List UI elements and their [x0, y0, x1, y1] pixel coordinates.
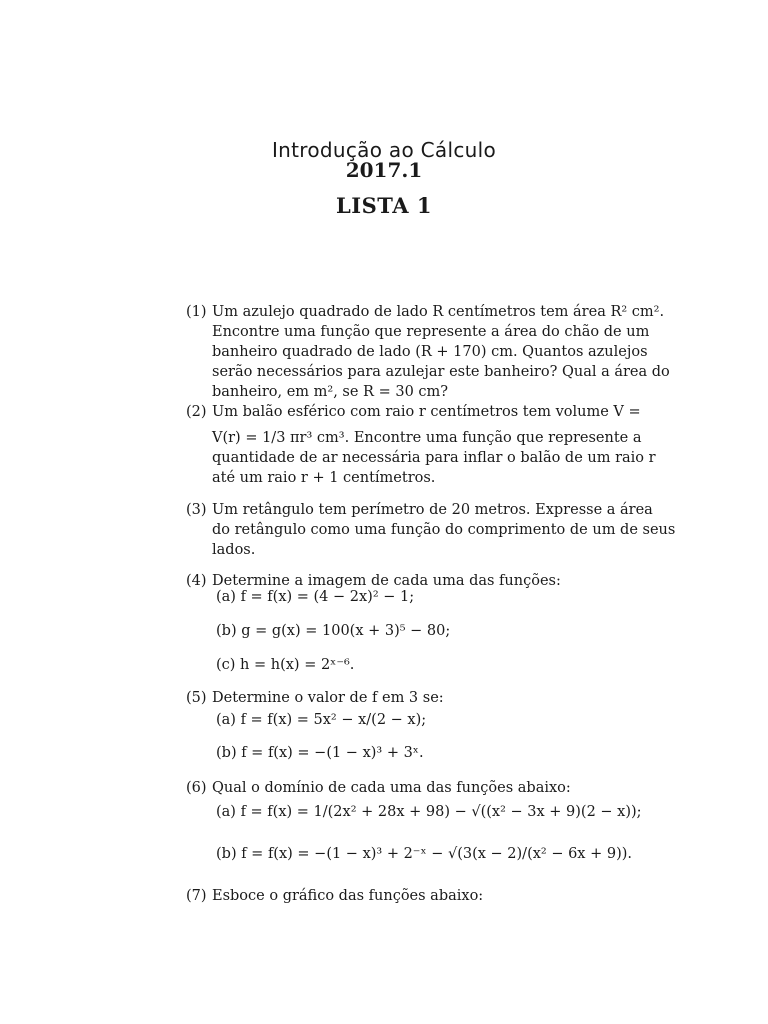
- subitem-b: (b) f = f(x) = −(1 − x)³ + 3ˣ.: [216, 745, 424, 761]
- problem-text: [212, 500, 676, 560]
- problem-line: V(r) = 1/3 πr³ cm³. Encontre uma função que represente a: [212, 430, 642, 446]
- problem-number: (6): [186, 780, 207, 796]
- problem-line: lados.: [212, 542, 256, 558]
- problem-number: (2): [186, 404, 207, 420]
- problem-line: banheiro quadrado de lado (R + 170) cm. Quantos azulejos: [212, 344, 648, 360]
- problem-line: Esboce o gráfico das funções abaixo:: [212, 888, 484, 904]
- problem-number: (4): [186, 573, 207, 589]
- problem-line: Determine o valor de f em 3 se:: [212, 690, 444, 706]
- problem-line: Qual o domínio de cada uma das funções abaixo:: [212, 780, 571, 796]
- subitem-b: (b) g = g(x) = 100(x + 3)⁵ − 80;: [216, 623, 451, 639]
- problem-text: [212, 302, 670, 402]
- subitem-a: (a) f = f(x) = 5x² − x/(2 − x);: [216, 712, 427, 728]
- subitem-b: (b) f = f(x) = −(1 − x)³ + 2⁻ˣ − √(3(x − 2)/(x² − 6x + 9)).: [216, 846, 632, 862]
- problem-number: (5): [186, 690, 207, 706]
- list-title: LISTA 1: [336, 193, 432, 218]
- problem-line: Um retângulo tem perímetro de 20 metros. Expresse a área: [212, 502, 653, 518]
- problem-line: Um balão esférico com raio r centímetros tem volume V =: [212, 404, 641, 420]
- problem-text: [212, 886, 622, 906]
- course-title: Introdução ao Cálculo: [271, 138, 497, 162]
- course-year: 2017.1: [345, 158, 423, 182]
- problem-line: banheiro, em m², se R = 30 cm?: [212, 384, 449, 400]
- problem-line: Um azulejo quadrado de lado R centímetros tem área R² cm².: [212, 304, 665, 320]
- problem-number: (7): [186, 888, 207, 904]
- problem-line: quantidade de ar necessária para inflar o balão de um raio r: [212, 450, 656, 466]
- subitem-c: (c) h = h(x) = 2ˣ⁻⁶.: [216, 657, 355, 673]
- subitem-a: (a) f = f(x) = 1/(2x² + 28x + 98) − √((x² − 3x + 9)(2 − x));: [216, 804, 642, 820]
- problem-line: Determine a imagem de cada uma das funções:: [212, 573, 561, 589]
- problem-number: (3): [186, 502, 207, 518]
- problem-text: [212, 402, 656, 488]
- problem-text: [212, 688, 622, 708]
- problem-line: serão necessários para azulejar este banheiro? Qual a área do: [212, 364, 670, 380]
- problem-number: (1): [186, 304, 207, 320]
- subitem-a: (a) f = f(x) = (4 − 2x)² − 1;: [216, 589, 415, 605]
- problem-line: do retângulo como uma função do comprimento de um de seus: [212, 522, 676, 538]
- problem-text: [212, 778, 622, 798]
- problem-line: Encontre uma função que represente a área do chão de um: [212, 324, 650, 340]
- problem-line: até um raio r + 1 centímetros.: [212, 470, 436, 486]
